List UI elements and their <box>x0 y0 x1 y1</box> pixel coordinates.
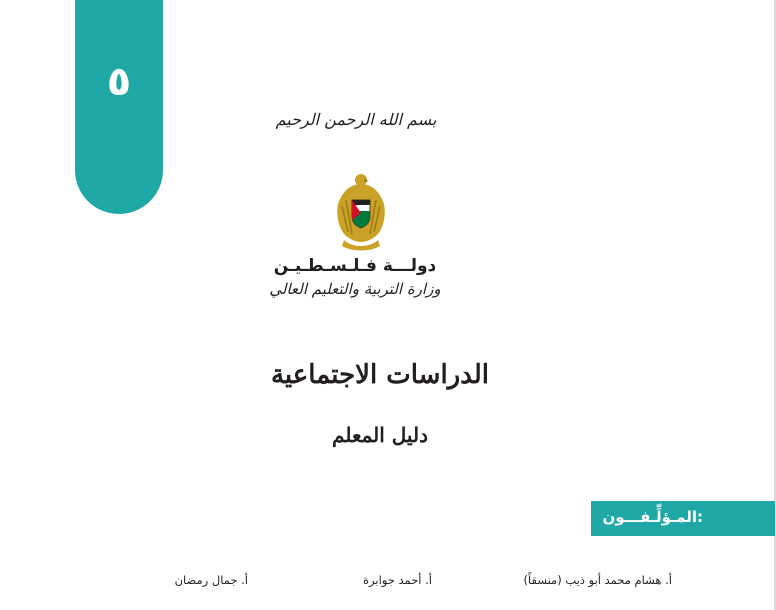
book-subtitle: دليل المعلم <box>332 423 428 447</box>
author-name: أ. جمال رمضان <box>174 573 248 587</box>
grade-tab <box>75 0 163 214</box>
ministry-name: وزارة التربية والتعليم العالي <box>269 280 441 298</box>
authors-heading: المـؤلِّـفـــون: <box>602 508 703 526</box>
book-title: الدراسات الاجتماعية <box>270 360 490 390</box>
author-name: أ. هشام محمد أبو ذيب (منسقاً) <box>523 573 672 587</box>
authors-heading-bar <box>591 501 775 536</box>
state-name: دولـــة فـلـسـطـيـن <box>273 256 437 276</box>
eagle-emblem-icon <box>330 170 392 252</box>
author-name: أ. أحمد جوابرة <box>363 573 432 587</box>
grade-number: ٥ <box>106 59 132 105</box>
basmala: بسم الله الرحمن الرحيم <box>275 110 437 129</box>
